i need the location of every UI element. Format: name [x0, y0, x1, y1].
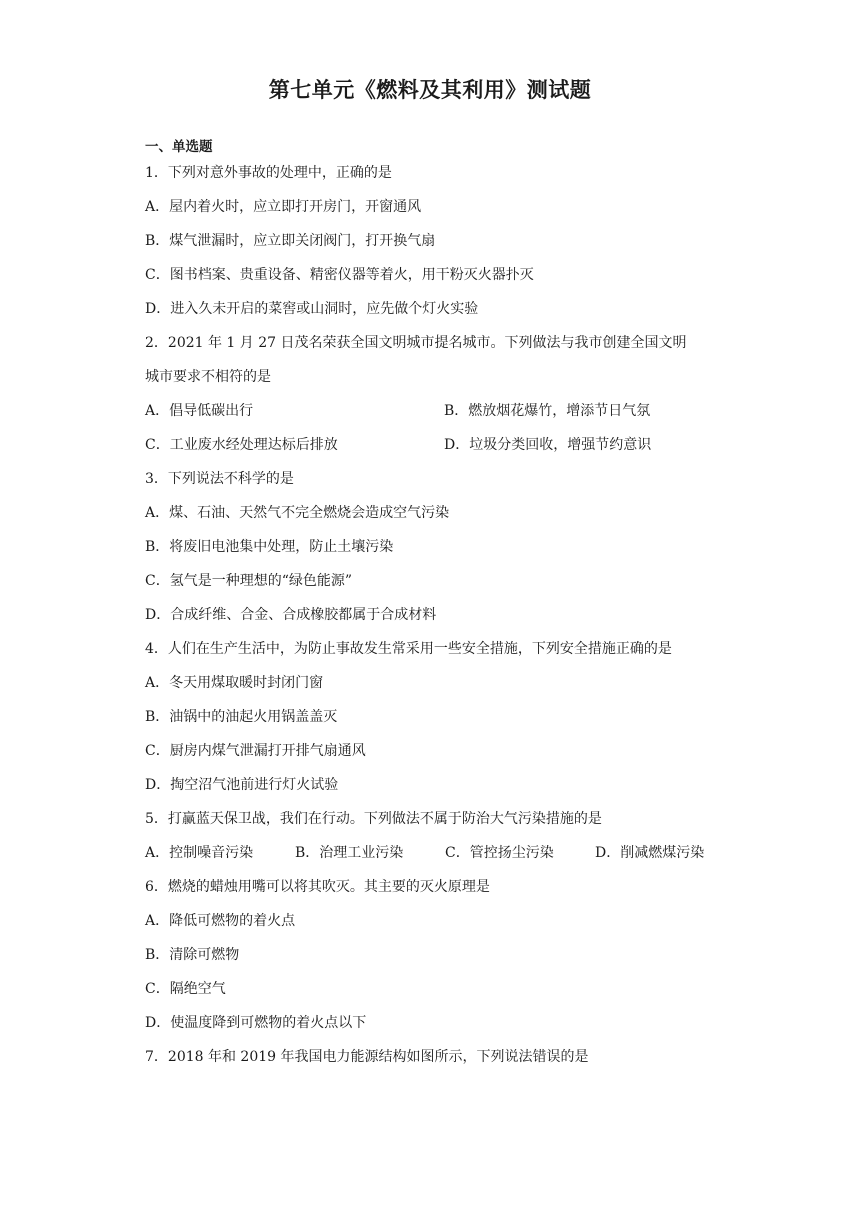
question-2-option-d: D．垃圾分类回收，增强节约意识: [444, 437, 652, 453]
question-5-option-d: D．削减燃煤污染: [595, 845, 705, 861]
question-6-option-b: B．清除可燃物: [145, 947, 240, 963]
question-2-option-a: A．倡导低碳出行: [145, 403, 254, 419]
page-title: 第七单元《燃料及其利用》测试题: [268, 78, 592, 102]
question-6-stem: 6．燃烧的蜡烛用嘴可以将其吹灭。其主要的灭火原理是: [145, 879, 490, 895]
question-4-option-c: C．厨房内煤气泄漏打开排气扇通风: [145, 743, 366, 759]
question-1-stem: 1．下列对意外事故的处理中，正确的是: [145, 165, 392, 181]
question-2-stem-line2: 城市要求不相符的是: [145, 369, 271, 385]
question-4-option-b: B．油锅中的油起火用锅盖盖灭: [145, 709, 338, 725]
question-4-option-d: D．掏空沼气池前进行灯火试验: [145, 777, 339, 793]
question-3-stem: 3．下列说法不科学的是: [145, 471, 294, 487]
question-6-option-d: D．使温度降到可燃物的着火点以下: [145, 1015, 367, 1031]
question-4-stem: 4．人们在生产生活中，为防止事故发生常采用一些安全措施，下列安全措施正确的是: [145, 641, 672, 657]
question-5-option-c: C．管控扬尘污染: [445, 845, 554, 861]
question-1-option-a: A．屋内着火时，应立即打开房门，开窗通风: [145, 199, 422, 215]
question-7-stem: 7．2018 年和 2019 年我国电力能源结构如图所示，下列说法错误的是: [145, 1049, 589, 1065]
question-1-option-d: D．进入久未开启的菜窖或山洞时，应先做个灯火实验: [145, 301, 479, 317]
question-6-option-c: C．隔绝空气: [145, 981, 226, 997]
question-2-stem-line1: 2．2021 年 1 月 27 日茂名荣获全国文明城市提名城市。下列做法与我市创建全国文明: [145, 335, 687, 351]
question-3-option-b: B．将废旧电池集中处理，防止土壤污染: [145, 539, 394, 555]
question-1-option-b: B．煤气泄漏时，应立即关闭阀门，打开换气扇: [145, 233, 436, 249]
question-4-option-a: A．冬天用煤取暖时封闭门窗: [145, 675, 324, 691]
section-heading: 一、单选题: [145, 139, 213, 155]
question-3-option-d: D．合成纤维、合金、合成橡胶都属于合成材料: [145, 607, 437, 623]
question-2-option-b: B．燃放烟花爆竹，增添节日气氛: [444, 403, 651, 419]
question-5-option-b: B．治理工业污染: [295, 845, 404, 861]
question-3-option-a: A．煤、石油、天然气不完全燃烧会造成空气污染: [145, 505, 450, 521]
question-1-option-c: C．图书档案、贵重设备、精密仪器等着火，用干粉灭火器扑灭: [145, 267, 534, 283]
question-5-stem: 5．打赢蓝天保卫战，我们在行动。下列做法不属于防治大气污染措施的是: [145, 811, 602, 827]
question-3-option-c: C．氢气是一种理想的“绿色能源”: [145, 573, 353, 589]
question-6-option-a: A．降低可燃物的着火点: [145, 913, 296, 929]
question-5-option-a: A．控制噪音污染: [145, 845, 254, 861]
question-2-option-c: C．工业废水经处理达标后排放: [145, 437, 338, 453]
